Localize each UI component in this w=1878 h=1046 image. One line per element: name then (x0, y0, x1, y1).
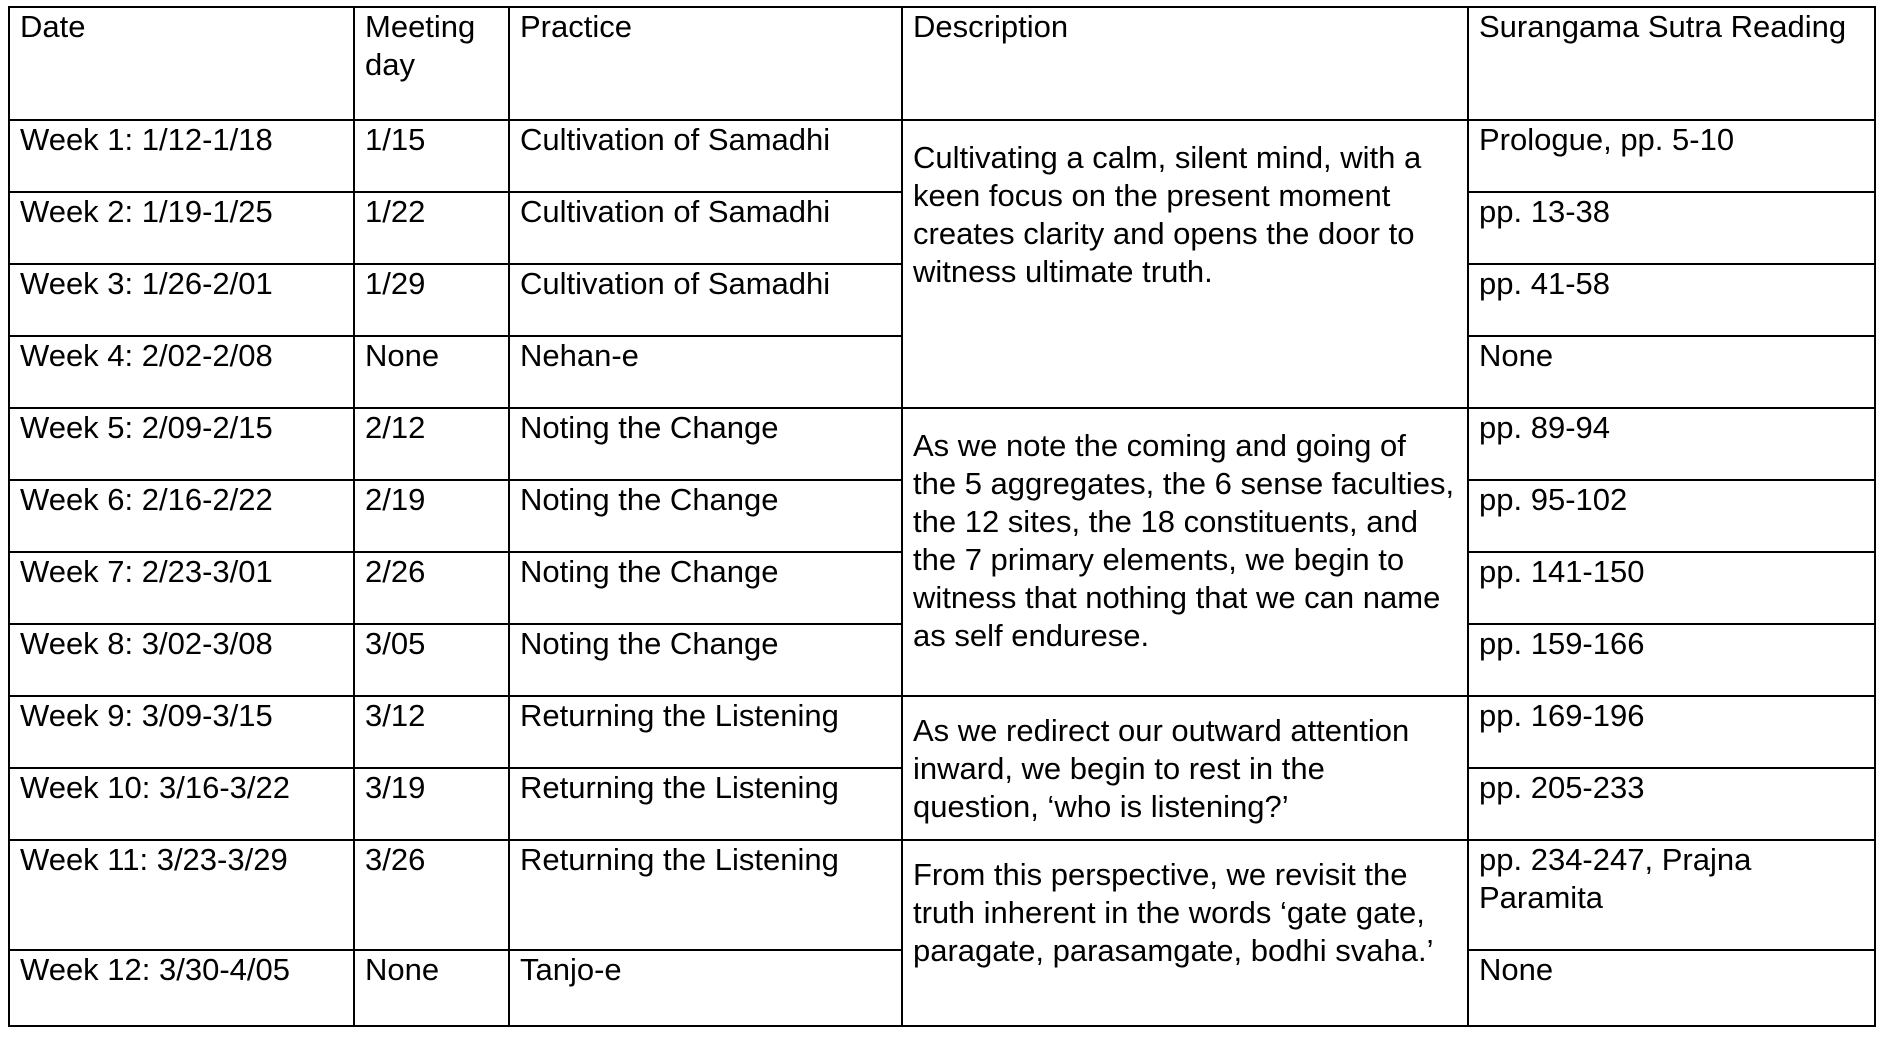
practice-cell: Noting the Change (509, 624, 902, 696)
date-cell: Week 10: 3/16-3/22 (9, 768, 354, 840)
date-cell: Week 4: 2/02-2/08 (9, 336, 354, 408)
practice-cell: Noting the Change (509, 552, 902, 624)
reading-cell: Prologue, pp. 5-10 (1468, 120, 1875, 192)
practice-cell: Tanjo-e (509, 950, 902, 1026)
reading-cell: pp. 89-94 (1468, 408, 1875, 480)
schedule-table (8, 6, 1876, 1027)
table-row (9, 120, 1875, 192)
date-cell: Week 12: 3/30-4/05 (9, 950, 354, 1026)
reading-cell: pp. 41-58 (1468, 264, 1875, 336)
table-row (9, 840, 1875, 950)
meeting-day-cell: None (354, 950, 509, 1026)
date-cell: Week 1: 1/12-1/18 (9, 120, 354, 192)
table-row (9, 696, 1875, 768)
meeting-day-cell: 3/05 (354, 624, 509, 696)
practice-cell: Cultivation of Samadhi (509, 192, 902, 264)
practice-cell: Noting the Change (509, 480, 902, 552)
reading-cell: pp. 169-196 (1468, 696, 1875, 768)
meeting-day-cell: 2/12 (354, 408, 509, 480)
header-reading: Surangama Sutra Reading (1468, 7, 1875, 120)
reading-cell: pp. 205-233 (1468, 768, 1875, 840)
reading-cell: None (1468, 950, 1875, 1026)
description-cell: As we note the coming and going of the 5 aggregates, the 6 sense faculties, the 12 sites, the 18 constituents, and the 7 primary elements, we begin to witness that nothing that we can name as self endurese. (902, 408, 1468, 696)
practice-cell: Returning the Listening (509, 696, 902, 768)
practice-cell: Noting the Change (509, 408, 902, 480)
header-practice: Practice (509, 7, 902, 120)
description-cell: Cultivating a calm, silent mind, with a keen focus on the present moment creates clarity and opens the door to witness ultimate truth. (902, 120, 1468, 408)
meeting-day-cell: 1/22 (354, 192, 509, 264)
meeting-day-cell: 1/15 (354, 120, 509, 192)
reading-cell: pp. 141-150 (1468, 552, 1875, 624)
table-row (9, 408, 1875, 480)
reading-cell: pp. 234-247, Prajna Paramita (1468, 840, 1875, 950)
date-cell: Week 8: 3/02-3/08 (9, 624, 354, 696)
date-cell: Week 7: 2/23-3/01 (9, 552, 354, 624)
meeting-day-cell: 3/26 (354, 840, 509, 950)
header-row (9, 7, 1875, 120)
practice-cell: Cultivation of Samadhi (509, 264, 902, 336)
description-cell: As we redirect our outward attention inward, we begin to rest in the question, ‘who is listening?’ (902, 696, 1468, 840)
meeting-day-cell: 2/19 (354, 480, 509, 552)
reading-cell: None (1468, 336, 1875, 408)
meeting-day-cell: 2/26 (354, 552, 509, 624)
date-cell: Week 9: 3/09-3/15 (9, 696, 354, 768)
date-cell: Week 3: 1/26-2/01 (9, 264, 354, 336)
header-description: Description (902, 7, 1468, 120)
practice-cell: Cultivation of Samadhi (509, 120, 902, 192)
reading-cell: pp. 13-38 (1468, 192, 1875, 264)
practice-cell: Returning the Listening (509, 840, 902, 950)
date-cell: Week 6: 2/16-2/22 (9, 480, 354, 552)
header-meeting-day: Meeting day (354, 7, 509, 120)
date-cell: Week 5: 2/09-2/15 (9, 408, 354, 480)
practice-cell: Nehan-e (509, 336, 902, 408)
meeting-day-cell: 3/19 (354, 768, 509, 840)
reading-cell: pp. 159-166 (1468, 624, 1875, 696)
date-cell: Week 11: 3/23-3/29 (9, 840, 354, 950)
description-cell: From this perspective, we revisit the truth inherent in the words ‘gate gate, paragate, parasamgate, bodhi svaha.’ (902, 840, 1468, 1026)
practice-cell: Returning the Listening (509, 768, 902, 840)
reading-cell: pp. 95-102 (1468, 480, 1875, 552)
date-cell: Week 2: 1/19-1/25 (9, 192, 354, 264)
meeting-day-cell: 1/29 (354, 264, 509, 336)
meeting-day-cell: 3/12 (354, 696, 509, 768)
header-date: Date (9, 7, 354, 120)
meeting-day-cell: None (354, 336, 509, 408)
